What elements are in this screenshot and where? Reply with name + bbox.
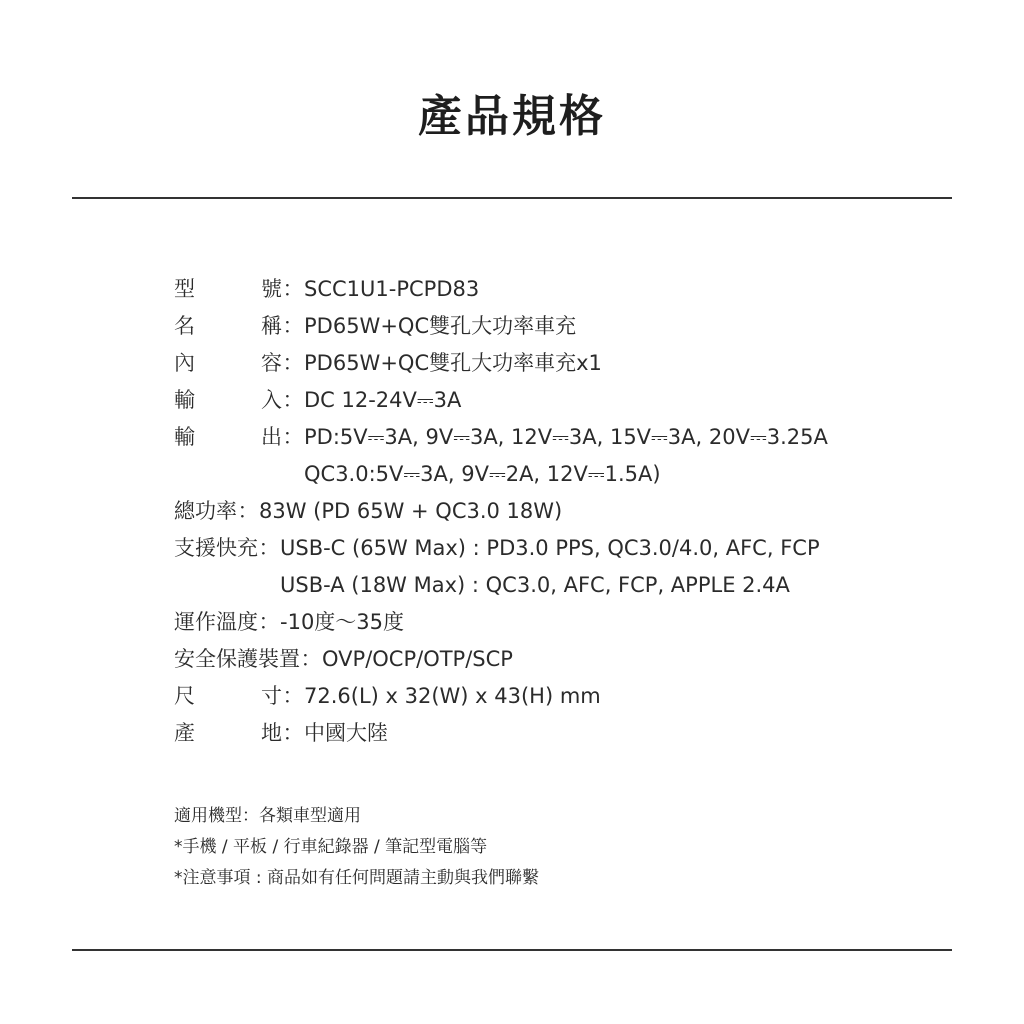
spec-label: 支援快充 [174,536,258,560]
spec-label: 安全保護裝置 [174,647,300,671]
spec-colon: ： [237,499,259,523]
spec-colon: ： [282,425,304,449]
spec-row-name [174,308,974,345]
spec-label [174,308,282,345]
spec-label-char: 出 [261,425,282,449]
spec-colon: ： [282,721,304,745]
spec-value: SCC1U1-PCPD83 [304,277,480,301]
spec-value: OVP/OCP/OTP/SCP [322,647,513,671]
notes-section [174,801,934,894]
spec-label [174,715,282,752]
spec-label-char: 產 [174,721,195,745]
spec-row-model [174,271,974,308]
note-contact-notice: *注意事項 : 商品如有任何問題請主動與我們聯繫 [174,868,540,888]
spec-row-contents [174,345,974,382]
spec-value: USB-A (18W Max) : QC3.0, AFC, FCP, APPLE 2.4A [280,573,790,597]
spec-value: 72.6(L) x 32(W) x 43(H) mm [304,684,601,708]
spec-label-char: 寸 [261,684,282,708]
spec-list [174,271,974,752]
spec-label-char: 型 [174,277,195,301]
spec-value: -10度～35度 [280,610,405,634]
spec-colon: ： [282,277,304,301]
spec-value: PD65W+QC雙孔大功率車充x1 [304,351,602,375]
spec-colon: ： [258,610,280,634]
spec-label-char: 容 [261,351,282,375]
spec-value: 83W (PD 65W + QC3.0 18W) [259,499,563,523]
spec-label-char: 尺 [174,684,195,708]
spec-label: 總功率 [174,499,237,523]
spec-colon: ： [300,647,322,671]
spec-value: DC 12-24V⎓3A [304,388,462,412]
spec-label-char: 輸 [174,425,195,449]
spec-row-fast-charge [174,530,974,604]
top-divider [72,197,952,199]
spec-label: 運作溫度 [174,610,258,634]
spec-label-char: 號 [261,277,282,301]
page-title: 產品規格 [418,91,606,142]
spec-row-protection [174,641,974,678]
spec-row-dimensions [174,678,974,715]
spec-row-operating-temp [174,604,974,641]
spec-colon: ： [282,388,304,412]
spec-label-char: 輸 [174,388,195,412]
spec-colon: ： [282,351,304,375]
spec-row-output [174,419,974,493]
spec-label [174,419,282,456]
spec-label-char: 入 [261,388,282,412]
spec-label-char: 稱 [261,314,282,338]
note-compatible-models: 適用機型：各類車型適用 [174,806,361,826]
spec-label-char: 地 [261,721,282,745]
spec-value: USB-C (65W Max) : PD3.0 PPS, QC3.0/4.0, AFC, FCP [280,536,820,560]
spec-row-input [174,382,974,419]
spec-row-total-power [174,493,974,530]
spec-colon: ： [282,314,304,338]
spec-label [174,271,282,308]
spec-label-char: 內 [174,351,195,375]
spec-value: 中國大陸 [304,721,388,745]
spec-label [174,382,282,419]
spec-colon: ： [282,684,304,708]
spec-value: QC3.0:5V⎓3A, 9V⎓2A, 12V⎓1.5A) [304,462,661,486]
spec-label [174,678,282,715]
spec-label-char: 名 [174,314,195,338]
spec-value: PD65W+QC雙孔大功率車充 [304,314,577,338]
note-device-types: *手機 / 平板 / 行車紀錄器 / 筆記型電腦等 [174,837,488,857]
spec-colon: ： [258,536,280,560]
bottom-divider [72,949,952,951]
spec-value: PD:5V⎓3A, 9V⎓3A, 12V⎓3A, 15V⎓3A, 20V⎓3.25A [304,425,828,449]
spec-row-origin [174,715,974,752]
spec-label [174,345,282,382]
